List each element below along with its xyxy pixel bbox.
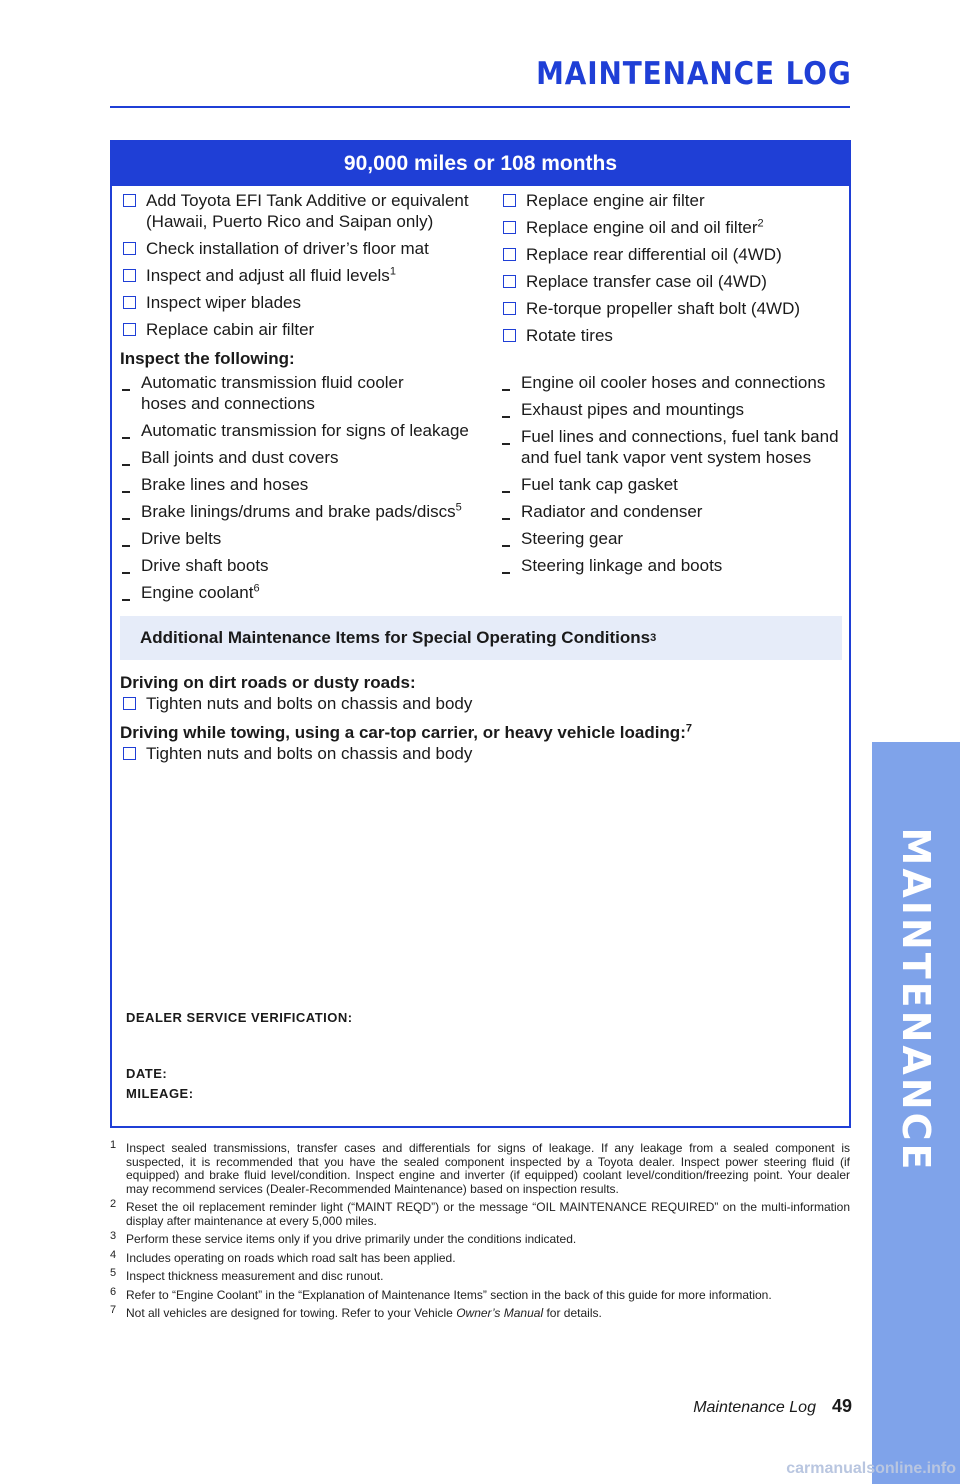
inspect-item-label: Brake linings/drums and brake pads/discs <box>141 502 456 521</box>
dash-bullet <box>502 416 510 418</box>
inspect-item-label: Steering gear <box>521 529 624 548</box>
checkbox[interactable] <box>123 269 136 282</box>
footnote: 7 Not all vehicles are designed for towing. Refer to your Vehicle Owner’s Manual for details. <box>110 1304 602 1320</box>
dash-bullet <box>502 491 510 493</box>
check-item-label: Inspect wiper blades <box>146 293 301 312</box>
inspect-item <box>120 555 490 576</box>
footnote: 5 Inspect thickness measurement and disc runout. <box>110 1267 384 1283</box>
page-title: MAINTENANCE LOG <box>536 56 852 92</box>
footnote: 6 Refer to “Engine Coolant” in the “Explanation of Maintenance Items” section in the back of this guide for more information. <box>110 1285 772 1302</box>
check-item-label: Replace cabin air filter <box>146 320 315 339</box>
inspect-item <box>120 447 490 468</box>
checkbox[interactable] <box>503 221 516 234</box>
mileage-label: MILEAGE: <box>126 1086 194 1101</box>
dash-bullet <box>122 545 130 547</box>
inspect-list-left <box>120 372 490 609</box>
inspect-list-right <box>500 372 850 582</box>
dealer-verification-label: DEALER SERVICE VERIFICATION: <box>126 1010 353 1025</box>
checkbox[interactable] <box>503 275 516 288</box>
checkbox[interactable] <box>123 323 136 336</box>
dirt-roads-heading: Driving on dirt roads or dusty roads: <box>120 673 416 692</box>
inspect-item-label: Brake lines and hoses <box>141 475 309 494</box>
checkbox[interactable] <box>503 302 516 315</box>
checkbox[interactable] <box>503 248 516 261</box>
watermark: carmanualsonline.info <box>786 1460 956 1477</box>
inspect-item <box>120 501 490 522</box>
footnote: 2 Reset the oil replacement reminder light (“MAINT REQD”) or the message “OIL MAINTENANCE REQUIRED” on the multi-information display after maintenance at every 5,000 miles. <box>110 1198 850 1228</box>
check-item <box>120 292 490 313</box>
inspect-item <box>500 501 850 522</box>
title-divider <box>110 106 850 108</box>
maintenance-card <box>110 140 851 1128</box>
check-item-label: Rotate tires <box>526 326 613 345</box>
inspect-item <box>500 474 850 495</box>
check-item <box>120 693 842 714</box>
towing-heading: Driving while towing, using a car-top carrier, or heavy vehicle loading:$^7$ <box>120 722 692 742</box>
checkbox[interactable] <box>123 194 136 207</box>
page-number: 49 <box>831 1396 852 1416</box>
card-title: 90,000 miles or 108 months <box>112 142 849 186</box>
checkbox[interactable] <box>123 697 136 710</box>
check-item-label: Re-torque propeller shaft bolt (4WD) <box>526 299 801 318</box>
check-item-label: Replace rear differential oil (4WD) <box>526 245 782 264</box>
footer-section-label: Maintenance Log <box>693 1399 816 1416</box>
check-item-label: Inspect and adjust all fluid levels <box>146 266 390 285</box>
footnote-ref: 2 <box>757 217 764 230</box>
inspect-item-label: Engine coolant <box>141 583 254 602</box>
inspect-item-label: Drive belts <box>141 529 222 548</box>
check-item <box>120 190 490 232</box>
inspect-heading: Inspect the following: <box>120 349 295 368</box>
check-item-label: Replace transfer case oil (4WD) <box>526 272 767 291</box>
inspect-item-label: Ball joints and dust covers <box>141 448 339 467</box>
footnote: 1 Inspect sealed transmissions, transfer cases and differentials for signs of leakage. If any leakage from a sealed component is suspected, it is recommended that you have the sealed component inspected by a Toyota dealer. Inspect power steering fluid (if equipped) and brake fluid level/condition. Inspect engine and inverter (if equipped) coolant level/condition/freezing point. Your dealer may recommend services (Dealer-Recommended Maintenance) based on inspection results. <box>110 1139 850 1196</box>
inspect-item <box>500 555 850 576</box>
inspect-item-label: Automatic transmission fluid cooler <box>141 373 404 392</box>
footnotes <box>110 1139 850 1326</box>
special-conditions-title: Additional Maintenance Items for Special Operating Conditions <box>140 628 651 647</box>
section-side-tab-label: MAINTENANCE <box>894 827 938 1173</box>
footnote: 3 Perform these service items only if you drive primarily under the conditions indicated. <box>110 1230 577 1246</box>
dash-bullet <box>122 389 130 391</box>
special-conditions-band: Additional Maintenance Items for Special Operating Conditions 3 <box>120 616 842 660</box>
right-checklist <box>500 190 850 352</box>
inspect-item <box>120 420 490 441</box>
inspect-item-label: Steering linkage and boots <box>521 556 723 575</box>
inspect-item-label: Fuel lines and connections, fuel tank band <box>521 427 839 446</box>
inspect-item-label: Engine oil cooler hoses and connections <box>521 373 826 392</box>
inspect-item-label-line2: and fuel tank vapor vent system hoses <box>521 448 812 467</box>
inspect-item-label: Automatic transmission for signs of leakage <box>141 421 469 440</box>
check-item <box>500 217 850 238</box>
dash-bullet <box>502 443 510 445</box>
checkbox[interactable] <box>123 296 136 309</box>
check-item <box>500 298 850 319</box>
dash-bullet <box>502 545 510 547</box>
inspect-item <box>500 372 850 393</box>
dash-bullet <box>122 464 130 466</box>
inspect-item-label: Drive shaft boots <box>141 556 269 575</box>
inspect-item-label: Exhaust pipes and mountings <box>521 400 745 419</box>
check-item <box>500 325 850 346</box>
dash-bullet <box>502 572 510 574</box>
inspect-item <box>120 582 490 603</box>
inspect-item <box>120 528 490 549</box>
inspect-item <box>120 372 490 414</box>
check-item <box>120 265 490 286</box>
date-label: DATE: <box>126 1066 168 1081</box>
footnote-ref: 5 <box>455 501 462 514</box>
check-item <box>120 743 842 764</box>
footnote-ref: 6 <box>253 582 260 595</box>
footnote: 4 Includes operating on roads which road salt has been applied. <box>110 1248 456 1265</box>
check-item-label: Replace engine air filter <box>526 191 705 210</box>
page-footer <box>693 1396 852 1417</box>
inspect-item <box>500 528 850 549</box>
checkbox[interactable] <box>503 194 516 207</box>
inspect-item <box>500 399 850 420</box>
inspect-item-label: Fuel tank cap gasket <box>521 475 678 494</box>
footnote-ref: 1 <box>389 265 396 278</box>
dash-bullet <box>502 389 510 391</box>
checkbox[interactable] <box>123 242 136 255</box>
check-item <box>500 271 850 292</box>
inspect-item-label: Radiator and condenser <box>521 502 703 521</box>
dash-bullet <box>502 518 510 520</box>
dash-bullet <box>122 572 130 574</box>
check-item <box>500 244 850 265</box>
check-item <box>120 238 490 259</box>
left-checklist <box>120 190 490 346</box>
check-item-label: Replace engine oil and oil filter <box>526 218 758 237</box>
inspect-item <box>500 426 850 468</box>
footnote-ref: 7 <box>685 722 692 735</box>
check-item-label: Check installation of driver’s floor mat <box>146 239 429 258</box>
special-conditions <box>120 672 842 770</box>
inspect-item-label-line2: hoses and connections <box>141 394 315 413</box>
dash-bullet <box>122 437 130 439</box>
check-item <box>120 319 490 340</box>
dash-bullet <box>122 491 130 493</box>
checkbox[interactable] <box>123 747 136 760</box>
check-item-label: Tighten nuts and bolts on chassis and body <box>146 694 473 713</box>
check-item <box>500 190 850 211</box>
dash-bullet <box>122 599 130 601</box>
check-item-label: Tighten nuts and bolts on chassis and body <box>146 744 473 763</box>
inspect-item <box>120 474 490 495</box>
check-item-label: Add Toyota EFI Tank Additive or equivalent <box>146 191 469 210</box>
dash-bullet <box>122 518 130 520</box>
check-item-label-line2: (Hawaii, Puerto Rico and Saipan only) <box>146 212 434 231</box>
checkbox[interactable] <box>503 329 516 342</box>
